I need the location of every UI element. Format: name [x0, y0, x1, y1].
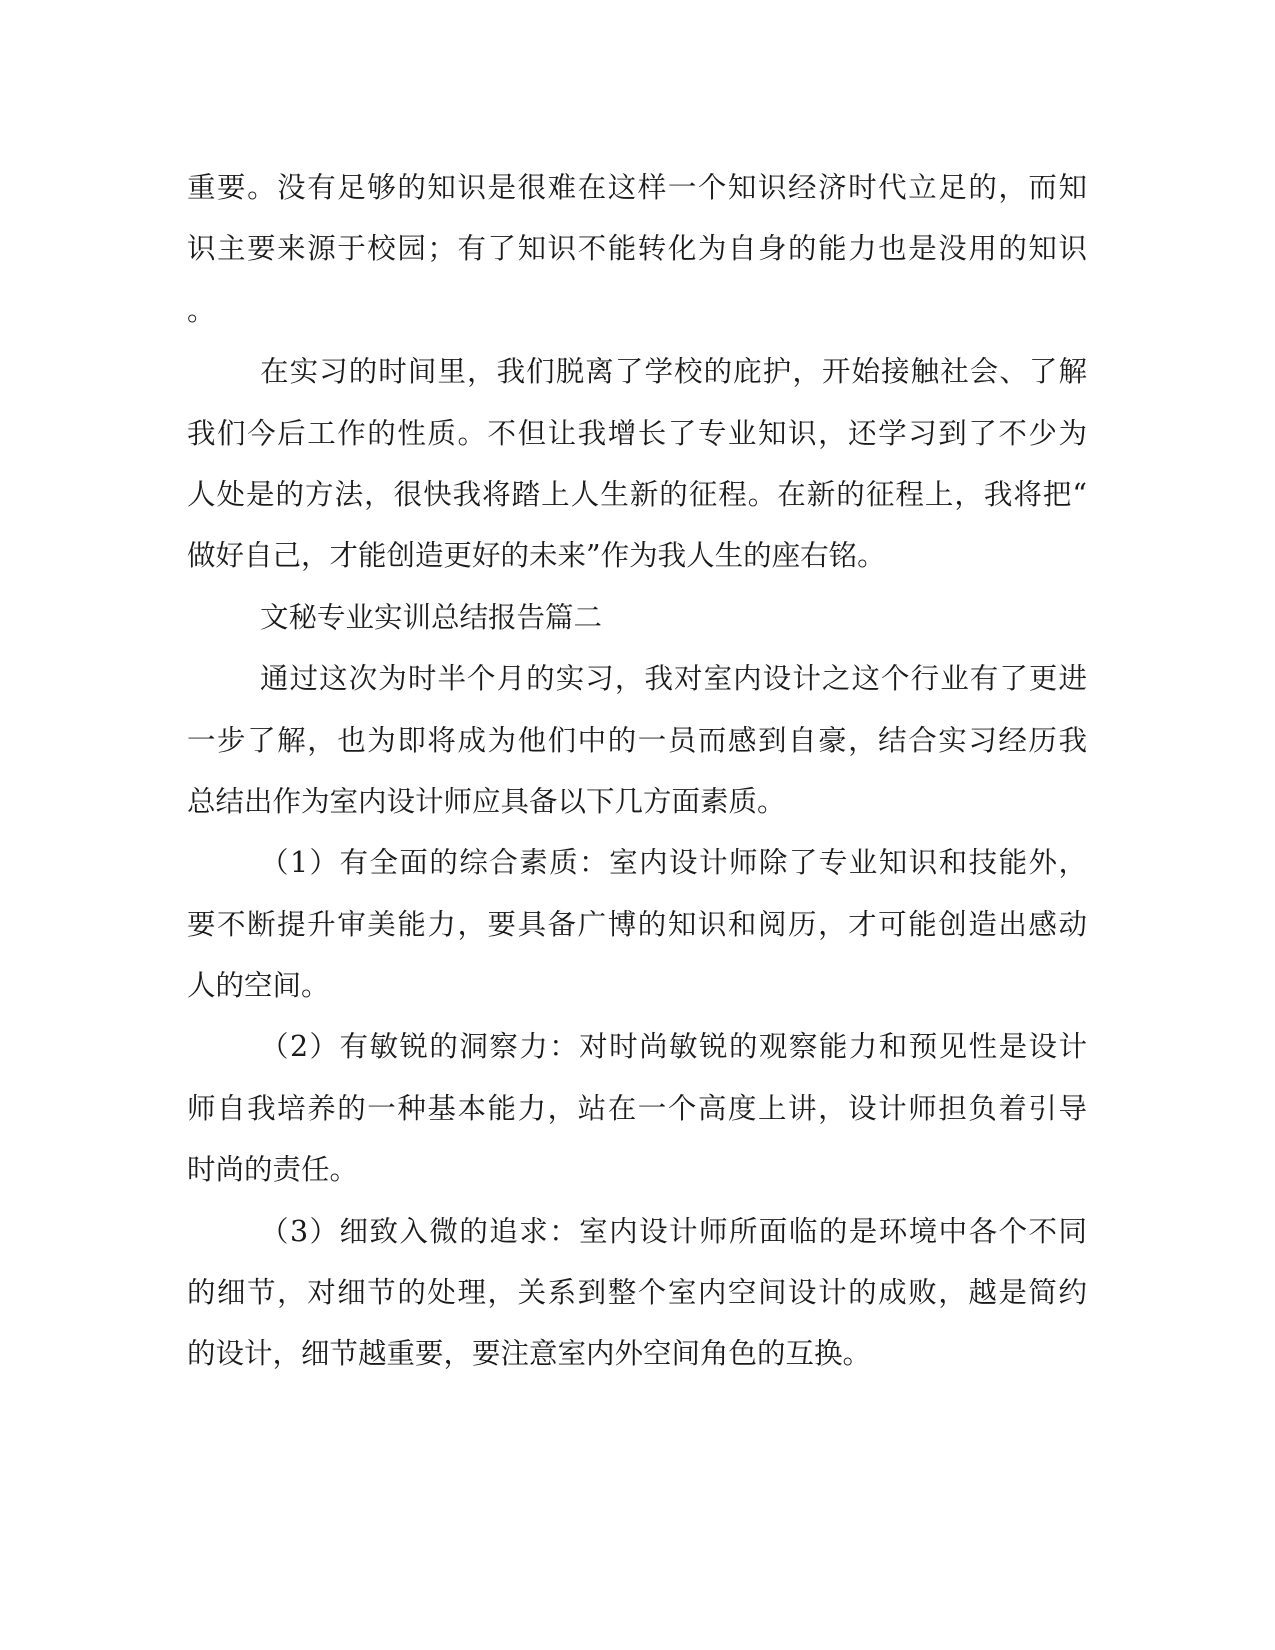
text-line: 人的空间。 — [187, 969, 330, 1003]
text-line: （3）细致入微的追求：室内设计师所面临的是环境中各个不同 — [260, 1214, 1087, 1248]
text-line: 的设计，细节越重要，要注意室内外空间角色的互换。 — [187, 1337, 872, 1371]
paragraph-intro — [187, 648, 1087, 832]
text-line: 重要。没有足够的知识是很难在这样一个知识经济时代立足的，而知 — [187, 171, 1087, 204]
text-line: 。 — [187, 293, 216, 327]
text-line: 通过这次为时半个月的实习，我对室内设计之这个行业有了更进 — [260, 662, 1087, 696]
text-line: （2）有敏锐的洞察力：对时尚敏锐的观察能力和预见性是设计 — [260, 1030, 1087, 1064]
text-line: 人处是的方法，很快我将踏上人生新的征程。在新的征程上，我将把“ — [187, 477, 1087, 511]
text-line: 做好自己，才能创造更好的未来”作为我人生的座右铭。 — [187, 539, 886, 573]
paragraph-internship-reflection — [187, 341, 1087, 587]
text-line: 总结出作为室内设计师应具备以下几方面素质。 — [187, 784, 786, 818]
text-line: 师自我培养的一种基本能力，站在一个高度上讲，设计师担负着引导 — [187, 1091, 1087, 1125]
paragraph-continuation — [187, 157, 1087, 341]
paragraph-point-1 — [187, 832, 1087, 1016]
paragraph-point-3 — [187, 1201, 1087, 1385]
text-line: 时尚的责任。 — [187, 1153, 359, 1187]
document-body — [187, 157, 1087, 1385]
paragraph-point-2 — [187, 1016, 1087, 1200]
text-line: 的细节，对细节的处理，关系到整个室内空间设计的成败，越是简约 — [187, 1276, 1087, 1310]
section-title: 文秘专业实训总结报告篇二 — [260, 600, 603, 634]
section-heading — [187, 587, 1087, 648]
text-line: 要不断提升审美能力，要具备广博的知识和阅历，才可能创造出感动 — [187, 907, 1087, 941]
text-line: 我们今后工作的性质。不但让我增长了专业知识，还学习到了不少为 — [187, 416, 1087, 450]
text-line: 一步了解，也为即将成为他们中的一员而感到自豪，结合实习经历我 — [187, 723, 1087, 757]
text-line: 识主要来源于校园；有了知识不能转化为自身的能力也是没用的知识 — [187, 232, 1087, 266]
text-line: 在实习的时间里，我们脱离了学校的庇护，开始接触社会、了解 — [260, 355, 1087, 389]
text-line: （1）有全面的综合素质：室内设计师除了专业知识和技能外， — [260, 846, 1087, 880]
